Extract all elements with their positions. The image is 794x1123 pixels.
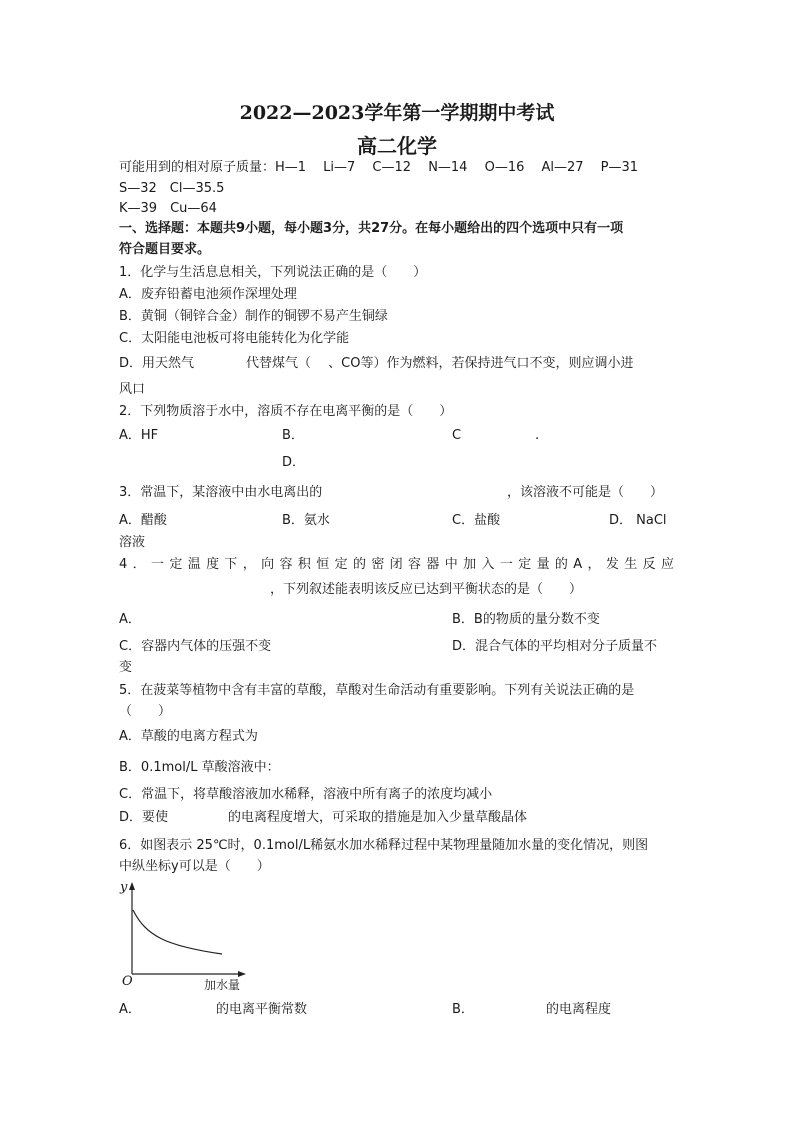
- q2-option-c: C: [452, 428, 462, 443]
- q6-option-b-text: 的电离程度: [546, 1002, 612, 1017]
- q4-option-c: C．容器内气体的压强不变: [119, 639, 272, 654]
- q3-option-a: A．醋酸: [119, 513, 167, 528]
- q6-option-a-label: A．: [119, 1002, 141, 1017]
- q4-option-d: D．混合气体的平均相对分子质量不: [452, 639, 658, 654]
- q3-stem-part-1: 3．常温下，某溶液中由水电离出的: [119, 485, 323, 500]
- q4-option-d-line-2: 变: [119, 660, 133, 675]
- q2-option-b: B．: [282, 428, 304, 443]
- exam-title: 2022—2023学年第一学期期中考试: [239, 102, 555, 124]
- section-heading-line-1: 一、选择题：本题共9小题，每小题3分，共27分。在每小题给出的四个选项中只有一项: [119, 221, 624, 236]
- section-heading-line-2: 符合题目要求。: [119, 242, 211, 257]
- q5-option-b: B．0.1mol/L 草酸溶液中：: [119, 760, 280, 775]
- q6-graph: [118, 878, 248, 990]
- q1-option-a: A．废弃铅蓄电池须作深埋处理: [119, 287, 297, 302]
- origin-label: O: [122, 974, 133, 989]
- q6-stem-line-2: 中纵坐标y可以是（ ）: [119, 859, 270, 874]
- q3-option-d: D． NaCl: [609, 513, 667, 528]
- q2-option-c-dot: .: [535, 428, 540, 443]
- q1-option-d-part-2: 代替煤气（ 、CO等）作为燃料，若保持进气口不变，则应调小进: [246, 356, 634, 371]
- y-axis-arrow: [129, 882, 135, 890]
- q5-option-a: A．草酸的电离方程式为: [119, 729, 258, 744]
- atomic-masses-line-2: S—32 Cl—35.5: [119, 181, 225, 196]
- q1-option-c: C．太阳能电池板可将电能转化为化学能: [119, 331, 350, 346]
- q3-option-b: B．氨水: [282, 513, 330, 528]
- q5-option-d-part-2: 的电离程度增大，可采取的措施是加入少量草酸晶体: [228, 810, 528, 825]
- q4-option-a: A．: [119, 612, 141, 627]
- decay-curve: [133, 910, 222, 954]
- y-axis-label: y: [120, 880, 128, 895]
- q1-stem: 1．化学与生活息息相关，下列说法正确的是（ ）: [119, 265, 427, 280]
- q6-option-a-text: 的电离平衡常数: [216, 1002, 308, 1017]
- atomic-masses-line-1: 可能用到的相对原子质量：H—1 Li—7 C—12 N—14 O—16 Al—27 P—31: [119, 160, 639, 175]
- q1-option-d-part-1: D．用天然气: [119, 356, 195, 371]
- q6-stem-line-1: 6．如图表示 25℃时，0.1mol/L稀氨水加水稀释过程中某物理量随加水量的变化情况，则图: [119, 838, 649, 853]
- q3-option-d-line-2: 溶液: [119, 535, 146, 550]
- q6-graph-svg: [118, 878, 248, 990]
- q3-option-c: C．盐酸: [452, 513, 501, 528]
- x-axis-label: 加水量: [204, 978, 241, 992]
- q5-stem-line-2: （ ）: [119, 704, 172, 719]
- q5-stem-line-1: 5．在菠菜等植物中含有丰富的草酸，草酸对生命活动有重要影响。下列有关说法正确的是: [119, 683, 635, 698]
- q4-stem-line-2: ，下列叙述能表明该反应已达到平衡状态的是（ ）: [270, 582, 583, 597]
- q4-stem-line-1: 4．一定温度下，向容积恒定的密闭容器中加入一定量的A，发生反应: [119, 557, 675, 572]
- q2-option-a: A．HF: [119, 428, 159, 443]
- q1-option-b: B．黄铜（铜锌合金）制作的铜锣不易产生铜绿: [119, 309, 388, 324]
- q3-stem-part-2: ，该溶液不可能是（ ）: [507, 485, 664, 500]
- q2-stem: 2．下列物质溶于水中，溶质不存在电离平衡的是（ ）: [119, 404, 453, 419]
- q2-option-d: D．: [282, 455, 306, 470]
- subject-title: 高二化学: [357, 134, 437, 158]
- q5-option-c: C．常温下，将草酸溶液加水稀释，溶液中所有离子的浓度均减小: [119, 787, 493, 802]
- q1-option-d-line-2: 风口: [119, 382, 146, 397]
- q4-option-b: B．B的物质的量分数不变: [452, 612, 600, 627]
- q6-option-b-label: B．: [452, 1002, 474, 1017]
- atomic-masses-line-3: K—39 Cu—64: [119, 201, 217, 216]
- q5-option-d-part-1: D．要使: [119, 810, 169, 825]
